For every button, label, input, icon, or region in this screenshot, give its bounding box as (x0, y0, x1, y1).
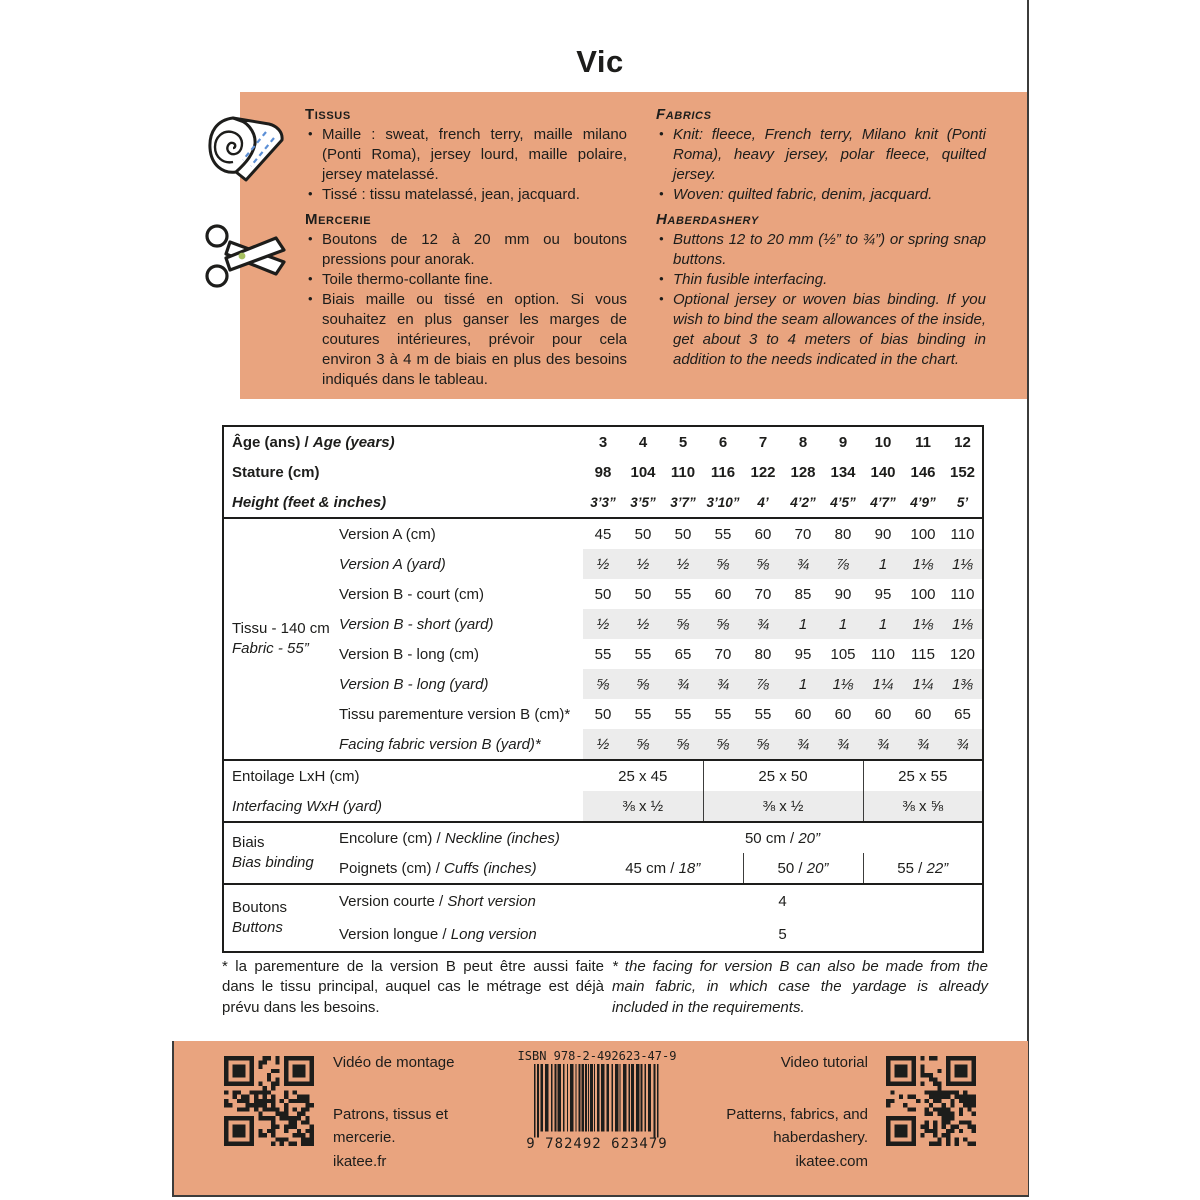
table-cell: 3’7” (663, 487, 703, 518)
table-cell: 140 (870, 463, 896, 481)
table-cell: ½ (583, 549, 623, 579)
bias-group-label: Biais Bias binding (223, 822, 331, 884)
table-cell: ⅝ (663, 729, 703, 760)
table-row-fabric (223, 699, 983, 729)
table-cell: 55 (674, 585, 692, 603)
list-item: • Boutons de 12 à 20 mm ou boutons pressions pour anorak. (305, 230, 627, 270)
table-cell: 90 (874, 525, 892, 543)
table-row-fabric (223, 518, 983, 549)
table-cell: 50 (674, 525, 692, 543)
tissus-list (305, 125, 627, 205)
table-cell: 25 x 55 (863, 760, 983, 791)
table-row-fabric (223, 729, 983, 760)
table-cell: 5’ (943, 487, 983, 518)
row-label: Version A (cm) (339, 525, 436, 543)
tissus-section (305, 106, 627, 205)
row-label: Version A (yard) (339, 555, 446, 573)
table-cell: 95 (874, 585, 892, 603)
table-cell: 70 (754, 585, 772, 603)
table-cell: 1⅛ (823, 669, 863, 699)
table-cell: 4’2” (783, 487, 823, 518)
table-cell: 50 (634, 525, 652, 543)
list-item: • Knit: fleece, French terry, Milano knit (Ponti Roma), heavy jersey, polar fleece, quilted jersey. (656, 125, 986, 185)
table-row-buttons-long (223, 918, 983, 952)
list-item: • Tissé : tissu matelassé, jean, jacquard. (305, 185, 627, 205)
table-cell: 55 (594, 645, 612, 663)
table-cell: 55 / 22” (863, 853, 983, 884)
table-cell: 25 x 50 (703, 760, 863, 791)
list-item: • Biais maille ou tissé en option. Si vous souhaitez en plus ganser les marges de coutures intérieures, prévoir pour cela environ 3 à 4 m de biais en plus des besoins indiqués dans le tableau. (305, 290, 627, 390)
mercerie-heading: Mercerie (305, 211, 372, 228)
table-cell: 128 (790, 463, 816, 481)
qr-code (224, 1056, 314, 1146)
table-cell: 3’3” (583, 487, 623, 518)
table-cell: 100 (910, 525, 936, 543)
table-cell: 4’9” (903, 487, 943, 518)
table-row-fabric (223, 579, 983, 609)
table-cell: 1 (783, 609, 823, 639)
table-row-neckline (223, 822, 983, 853)
table-cell: 12 (954, 433, 971, 451)
table-cell: 55 (634, 645, 652, 663)
table-cell: 60 (714, 585, 732, 603)
row-label: Facing fabric version B (yard)* (331, 729, 583, 760)
footer-left-title: Vidéo de montage (333, 1054, 455, 1071)
table-cell: ½ (663, 549, 703, 579)
row-label: Version longue / Long version (339, 926, 537, 943)
table-cell: 50 (634, 585, 652, 603)
table-cell: 70 (714, 645, 732, 663)
table-cell: ⅝ (623, 729, 663, 760)
table-cell: 5 (778, 926, 787, 943)
table-cell: 100 (910, 585, 936, 603)
table-cell: ¾ (743, 609, 783, 639)
table-cell: ½ (583, 609, 623, 639)
footer-line: Patrons, tissus et mercerie. (333, 1106, 449, 1147)
row-label: Version B - court (cm) (339, 585, 485, 603)
row-label: Tissu parementure version B (cm)* (339, 705, 571, 723)
table-cell: 70 (794, 525, 812, 543)
table-row-fabric (223, 669, 983, 699)
footer-line: Patterns, fabrics, and haberdashery. (726, 1106, 868, 1147)
table-cell: 11 (915, 433, 931, 451)
table-row-height (223, 487, 983, 518)
table-cell: 50 cm / 20” (744, 829, 821, 847)
table-cell: 95 (794, 645, 812, 663)
table-cell: ⅝ (703, 609, 743, 639)
row-label: Version B - long (yard) (339, 675, 489, 693)
table-cell: 4’5” (823, 487, 863, 518)
table-cell: 134 (830, 463, 856, 481)
table-cell: 115 (911, 645, 935, 663)
table-cell: 85 (794, 585, 812, 603)
table-cell: ⅝ (703, 729, 743, 760)
table-cell: ⅜ x ½ (703, 791, 863, 822)
table-cell: 3’5” (623, 487, 663, 518)
tissus-heading: Tissus (305, 106, 351, 123)
fabrics-section (656, 106, 986, 205)
table-cell: 110 (950, 525, 975, 543)
table-cell: 105 (830, 645, 856, 663)
table-cell: 122 (750, 463, 776, 481)
table-cell: 1 (823, 609, 863, 639)
table-cell: 1⅛ (943, 609, 983, 639)
table-cell: 98 (594, 463, 612, 481)
table-cell: 60 (754, 525, 772, 543)
qr-code (886, 1056, 976, 1146)
table-row-age (223, 426, 983, 457)
table-cell: ¾ (783, 549, 823, 579)
table-cell: 45 (594, 525, 612, 543)
row-label: Âge (ans) / Age (years) (232, 433, 395, 451)
table-row-cuffs (223, 853, 983, 884)
table-cell: 1⅛ (903, 609, 943, 639)
table-cell: 60 (834, 705, 852, 723)
table-cell: 8 (798, 433, 808, 451)
table-cell: ⅝ (743, 729, 783, 760)
table-cell: 80 (754, 645, 772, 663)
list-item: • Maille : sweat, french terry, maille milano (Ponti Roma), jersey lourd, maille polaire, jersey matelassé. (305, 125, 627, 185)
table-cell: ⅝ (703, 549, 743, 579)
table-cell: 3’10” (703, 487, 743, 518)
mercerie-list (305, 230, 627, 390)
table-cell: 146 (910, 463, 936, 481)
row-label: Encolure (cm) / Neckline (inches) (339, 829, 560, 847)
list-item: • Woven: quilted fabric, denim, jacquard. (656, 185, 986, 205)
table-cell: 55 (634, 705, 652, 723)
table-cell: 6 (718, 433, 728, 451)
table-cell: 1¼ (863, 669, 903, 699)
table-cell: 5 (678, 433, 688, 451)
barcode-digits: 9 782492 623479 (526, 1136, 668, 1152)
table-cell: 55 (714, 525, 732, 543)
table-row-fabric (223, 549, 983, 579)
table-cell: 55 (754, 705, 772, 723)
table-cell: ½ (623, 549, 663, 579)
table-cell: 4’7” (863, 487, 903, 518)
table-row-buttons-short (223, 884, 983, 918)
table-cell: 4’ (743, 487, 783, 518)
table-cell: 55 (714, 705, 732, 723)
table-cell: 60 (874, 705, 892, 723)
table-cell: 152 (949, 463, 976, 481)
fabrics-heading: Fabrics (656, 106, 712, 123)
row-label: Entoilage LxH (cm) (232, 767, 360, 785)
fabrics-list (656, 125, 986, 205)
table-cell: 1⅛ (903, 549, 943, 579)
table-cell: ¾ (703, 669, 743, 699)
table-cell: ⅝ (663, 609, 703, 639)
table-row-stature (223, 457, 983, 487)
table-cell: 120 (949, 645, 976, 663)
table-cell: 55 (674, 705, 692, 723)
table-row-fabric (223, 639, 983, 669)
table-row-interfacing-yard (223, 791, 983, 822)
table-cell: 60 (794, 705, 812, 723)
table-cell: 7 (758, 433, 768, 451)
table-cell: ¾ (943, 729, 983, 760)
table-cell: ¾ (783, 729, 823, 760)
table-cell: 50 (594, 585, 612, 603)
table-cell: 45 cm / 18” (583, 853, 743, 884)
row-label: Version B - short (yard) (339, 615, 494, 633)
table-cell: ½ (583, 729, 623, 760)
row-label: Stature (cm) (232, 463, 320, 481)
table-cell: ⅜ x ⅝ (863, 791, 983, 822)
row-label: Version B - long (cm) (339, 645, 480, 663)
table-cell: 9 (838, 433, 848, 451)
table-cell: 65 (674, 645, 692, 663)
table-cell: 25 x 45 (618, 767, 668, 785)
table-cell: 1 (783, 669, 823, 699)
haberdashery-heading: Haberdashery (656, 211, 759, 228)
requirements-box (240, 92, 1027, 399)
ean-barcode (534, 1064, 660, 1144)
row-label: Height (feet & inches) (223, 487, 583, 518)
list-item: • Buttons 12 to 20 mm (½” to ¾”) or spring snap buttons. (656, 230, 986, 270)
footer-right-text (700, 1103, 868, 1173)
footer-left-text (333, 1103, 485, 1173)
row-label: Interfacing WxH (yard) (223, 791, 583, 822)
table-cell: ¾ (863, 729, 903, 760)
table-cell: 10 (874, 433, 892, 451)
table-cell: ¾ (663, 669, 703, 699)
page-edge (1027, 0, 1029, 1197)
table-cell: 50 / 20” (743, 853, 863, 884)
table-cell: ⅝ (743, 549, 783, 579)
list-item: • Thin fusible interfacing. (656, 270, 986, 290)
table-cell: 1 (863, 549, 903, 579)
table-cell: ⅝ (623, 669, 663, 699)
list-item: • Optional jersey or woven bias binding. If you wish to bind the seam allowances of the inside, get about 3 to 4 meters of bias binding in addition to the needs indicated in the chart. (656, 290, 986, 370)
row-label: Version courte / Short version (339, 893, 536, 910)
fabric-roll-icon (203, 110, 297, 188)
table-cell: 4 (778, 893, 787, 910)
page-title: Vic (576, 44, 624, 79)
footnote-fr: * la parementure de la version B peut être aussi faite dans le tissu principal, auquel cas le métrage est déjà prévu dans les besoins. (222, 958, 604, 1016)
row-label: Poignets (cm) / Cuffs (inches) (331, 853, 583, 884)
footer-right-title: Video tutorial (780, 1054, 868, 1071)
isbn-label: ISBN 978-2-492623-47-9 (517, 1049, 677, 1063)
table-row-fabric (223, 609, 983, 639)
table-cell: ⅝ (583, 669, 623, 699)
size-chart-table (222, 425, 984, 953)
table-cell: 116 (710, 463, 736, 481)
table-cell: 1¼ (903, 669, 943, 699)
footnote-en: * the facing for version B can also be made from the main fabric, in which case the yardage is already included in the requirements. (612, 958, 988, 1016)
table-cell: 110 (871, 645, 895, 663)
table-row-interfacing-cm (223, 760, 983, 791)
table-cell: ¾ (903, 729, 943, 760)
footer-link-text: ikatee.fr (333, 1152, 387, 1170)
table-cell: 110 (670, 463, 696, 481)
table-cell: 1 (863, 609, 903, 639)
table-cell: 1⅜ (943, 669, 983, 699)
table-cell: ⅜ x ½ (583, 791, 703, 822)
table-cell: 90 (834, 585, 852, 603)
buttons-group-label: Boutons Buttons (232, 898, 288, 936)
table-cell: ⅞ (743, 669, 783, 699)
list-item: • Toile thermo-collante fine. (305, 270, 627, 290)
table-cell: 110 (950, 585, 975, 603)
table-cell: 80 (834, 525, 852, 543)
table-cell: 1⅛ (943, 549, 983, 579)
footer-link-text: ikatee.com (795, 1152, 868, 1170)
table-cell: 4 (638, 433, 648, 451)
haberdashery-section (656, 211, 986, 370)
table-cell: ¾ (823, 729, 863, 760)
table-cell: 50 (594, 705, 612, 723)
mercerie-section (305, 211, 627, 390)
table-cell: ⅞ (823, 549, 863, 579)
fabric-group-label: Tissu - 140 cm Fabric - 55” (223, 518, 331, 760)
haberdashery-list (656, 230, 986, 370)
table-cell: 3 (598, 433, 608, 451)
table-cell: 65 (954, 705, 971, 723)
table-cell: ½ (623, 609, 663, 639)
table-cell: 104 (630, 463, 656, 481)
scissors-icon (202, 216, 292, 296)
table-cell: 60 (914, 705, 932, 723)
